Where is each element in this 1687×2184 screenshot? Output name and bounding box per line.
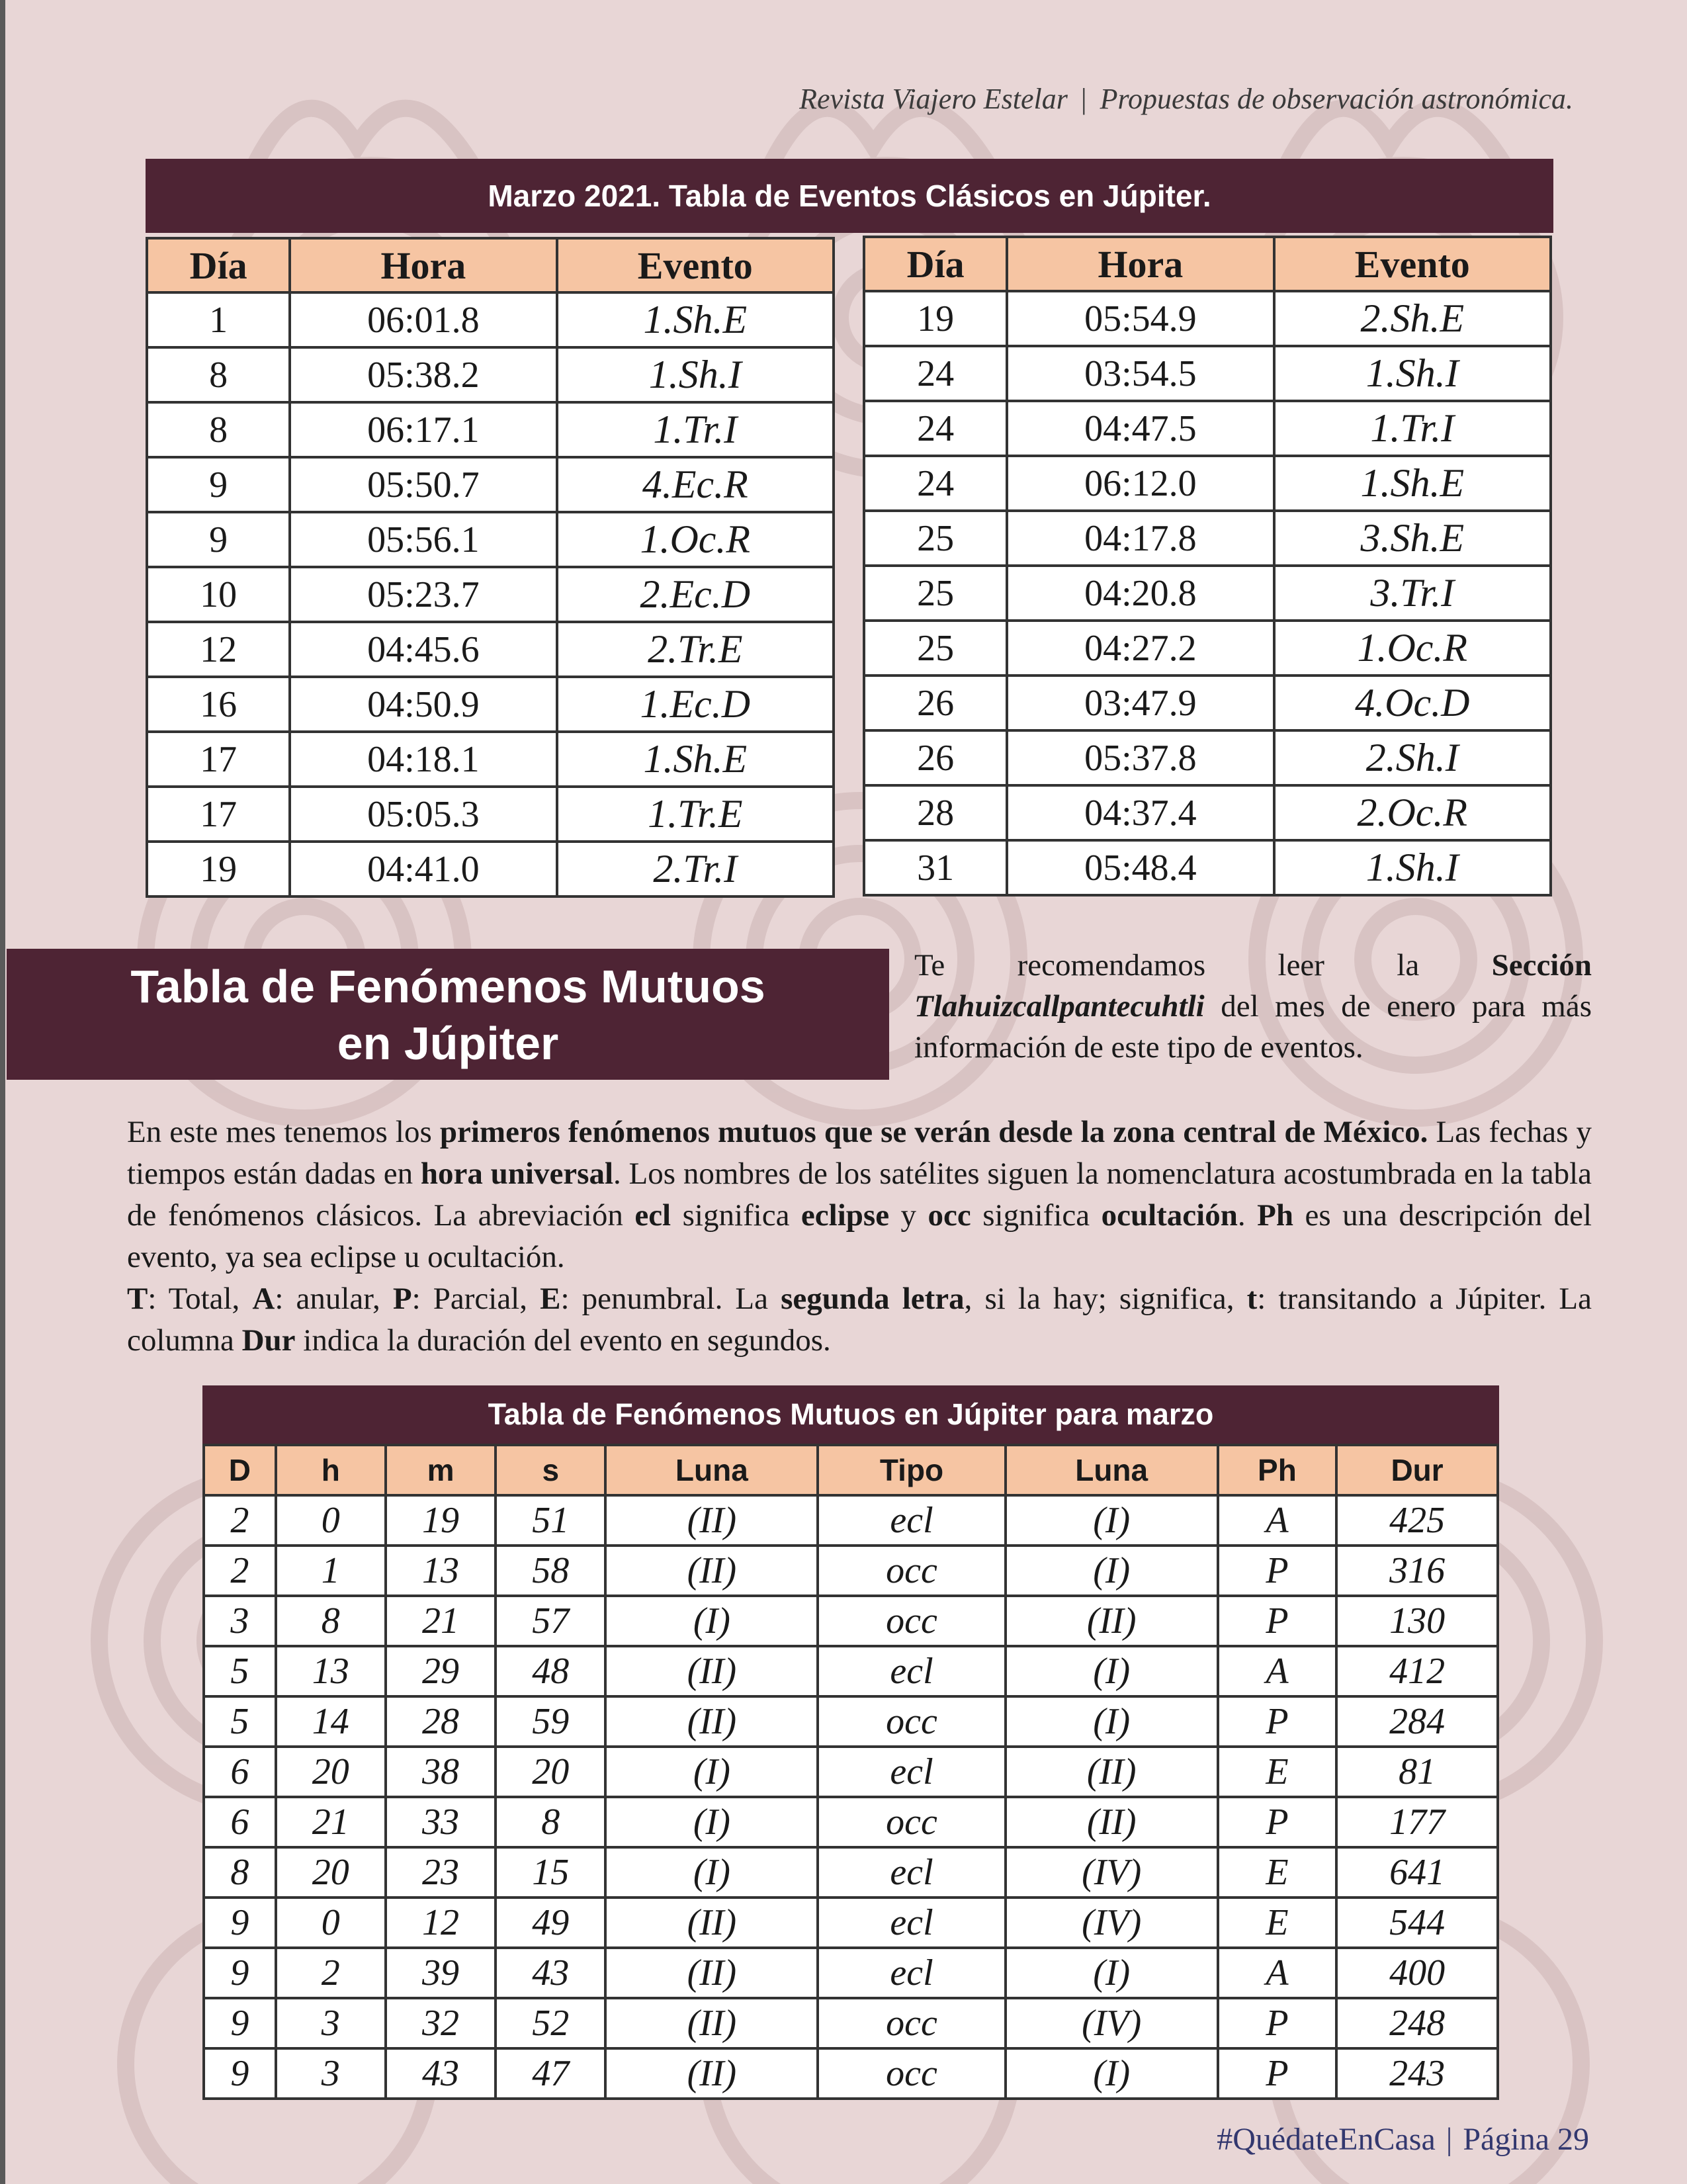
bold-run: hora universal	[420, 1157, 614, 1191]
table-row	[147, 567, 834, 622]
text-run: : anular,	[275, 1282, 393, 1316]
table-row	[147, 842, 834, 896]
table-row	[204, 2048, 1498, 2099]
table-cell: (II)	[605, 1546, 818, 1596]
table-cell: 243	[1336, 2048, 1498, 2099]
table-row	[864, 511, 1551, 566]
table-row	[204, 1948, 1498, 1998]
table-cell: 2	[204, 1546, 276, 1596]
table-cell: 284	[1336, 1696, 1498, 1747]
table-cell: E	[1218, 1847, 1336, 1898]
table-cell: 2.Tr.I	[557, 842, 834, 896]
table-cell: 8	[204, 1847, 276, 1898]
table-cell: (I)	[1006, 1948, 1218, 1998]
table-row	[864, 401, 1551, 456]
table-cell: 2.Oc.R	[1274, 785, 1551, 840]
table-cell: occ	[818, 1998, 1005, 2048]
table-row	[147, 732, 834, 787]
table-cell: 2.Sh.E	[1274, 291, 1551, 346]
column-header: s	[496, 1445, 605, 1495]
table-cell: 3.Tr.I	[1274, 566, 1551, 621]
table-cell: (II)	[605, 1998, 818, 2048]
table-cell: ecl	[818, 1948, 1005, 1998]
bold-run: occ	[928, 1198, 971, 1233]
table-cell: 04:45.6	[290, 622, 556, 677]
table-cell: 6	[204, 1747, 276, 1797]
table-row	[204, 1646, 1498, 1696]
table-cell: 04:27.2	[1007, 621, 1274, 676]
table-row	[147, 787, 834, 842]
table-cell: A	[1218, 1646, 1336, 1696]
table-row	[204, 1747, 1498, 1797]
table-cell: E	[1218, 1898, 1336, 1948]
bold-run: segunda letra	[781, 1282, 965, 1316]
table-cell: 16	[147, 677, 290, 732]
table-cell: (II)	[605, 1948, 818, 1998]
table-cell: (I)	[605, 1596, 818, 1646]
page-left-edge	[0, 0, 5, 2184]
table-cell: 21	[386, 1596, 496, 1646]
column-header: Ph	[1218, 1445, 1336, 1495]
table-cell: 8	[496, 1797, 605, 1847]
table-cell: 1.Tr.E	[557, 787, 834, 842]
table-cell: 3	[276, 2048, 386, 2099]
table-cell: 4.Oc.D	[1274, 676, 1551, 730]
table-cell: P	[1218, 1596, 1336, 1646]
table-cell: 4.Ec.R	[557, 457, 834, 512]
table-cell: 9	[147, 457, 290, 512]
table-cell: 03:54.5	[1007, 346, 1274, 401]
text-run: : Parcial,	[411, 1282, 541, 1316]
bold-run: primeros fenómenos mutuos que se verán desde la zona central de México.	[439, 1115, 1428, 1149]
classic-events-table-left	[146, 237, 835, 898]
table-row	[147, 512, 834, 567]
table-cell: 425	[1336, 1495, 1498, 1546]
table-cell: 1.Sh.I	[557, 347, 834, 402]
table-row	[204, 1696, 1498, 1747]
table-cell: 26	[864, 730, 1007, 785]
table-cell: 25	[864, 621, 1007, 676]
table-row	[204, 1596, 1498, 1646]
table-cell: (IV)	[1006, 1847, 1218, 1898]
table-cell: occ	[818, 1546, 1005, 1596]
table-row	[864, 456, 1551, 511]
table-cell: occ	[818, 1797, 1005, 1847]
intro-text	[127, 1112, 1592, 1362]
table-cell: 51	[496, 1495, 605, 1546]
mutual-table-title: Tabla de Fenómenos Mutuos en Júpiter para marzo	[202, 1385, 1499, 1444]
table-row	[864, 840, 1551, 895]
recommend-section-name: Tlahuizcallpantecuhtli	[914, 989, 1205, 1024]
text-run: , si la hay; significa,	[964, 1282, 1247, 1316]
table-cell: 29	[386, 1646, 496, 1696]
bold-run: t	[1246, 1282, 1258, 1316]
table-cell: 5	[204, 1696, 276, 1747]
table-cell: (I)	[605, 1797, 818, 1847]
table-row	[147, 402, 834, 457]
page-number: Página 29	[1463, 2122, 1589, 2157]
hashtag: #QuédateEnCasa	[1217, 2122, 1436, 2157]
table-cell: 1	[147, 292, 290, 347]
table-row	[147, 347, 834, 402]
table-cell: 25	[864, 511, 1007, 566]
table-cell: 8	[276, 1596, 386, 1646]
table-cell: P	[1218, 1797, 1336, 1847]
table-cell: 04:37.4	[1007, 785, 1274, 840]
table-row	[864, 291, 1551, 346]
table-cell: 177	[1336, 1797, 1498, 1847]
table-row	[864, 566, 1551, 621]
table-cell: 3	[276, 1998, 386, 2048]
table-cell: 248	[1336, 1998, 1498, 2048]
table-cell: P	[1218, 2048, 1336, 2099]
page-footer	[1217, 2121, 1589, 2158]
table-cell: 06:01.8	[290, 292, 556, 347]
table-cell: 13	[276, 1646, 386, 1696]
table-cell: 9	[204, 1998, 276, 2048]
table-cell: 1.Tr.I	[557, 402, 834, 457]
text-run: : Total,	[148, 1282, 253, 1316]
table-header-row	[204, 1445, 1498, 1495]
table-cell: 48	[496, 1646, 605, 1696]
table-cell: occ	[818, 2048, 1005, 2099]
table-cell: 20	[496, 1747, 605, 1797]
table-cell: 24	[864, 346, 1007, 401]
text-run: significa	[971, 1198, 1102, 1233]
table-cell: 2.Sh.I	[1274, 730, 1551, 785]
table-cell: 412	[1336, 1646, 1498, 1696]
column-header: D	[204, 1445, 276, 1495]
table-cell: 1.Sh.I	[1274, 346, 1551, 401]
table-cell: E	[1218, 1747, 1336, 1797]
table-cell: 19	[864, 291, 1007, 346]
table-cell: 81	[1336, 1747, 1498, 1797]
table-cell: 05:38.2	[290, 347, 556, 402]
table-cell: 14	[276, 1696, 386, 1747]
section-name: Propuestas de observación astronómica.	[1100, 83, 1573, 115]
table-cell: 0	[276, 1495, 386, 1546]
bold-run: eclipse	[800, 1198, 890, 1233]
heading-line-2: en Júpiter	[337, 1018, 559, 1069]
table-cell: (II)	[605, 1696, 818, 1747]
table-cell: 05:50.7	[290, 457, 556, 512]
table-cell: 9	[147, 512, 290, 567]
table-cell: 1	[276, 1546, 386, 1596]
text-run: y	[889, 1198, 928, 1233]
table-cell: (I)	[1006, 1546, 1218, 1596]
column-header: h	[276, 1445, 386, 1495]
table-row	[864, 621, 1551, 676]
intro-paragraph-2	[127, 1278, 1592, 1362]
table-cell: 04:20.8	[1007, 566, 1274, 621]
heading-line-1: Tabla de Fenómenos Mutuos	[130, 961, 765, 1012]
table-cell: 24	[864, 401, 1007, 456]
bold-run: P	[392, 1282, 412, 1316]
column-header-dia: Día	[864, 237, 1007, 291]
text-run: . Los nombres de los satélites siguen la nomenclatura acostumbrada en la tabla de fenómenos clásicos. La abreviación	[127, 1157, 1592, 1233]
table-cell: 28	[864, 785, 1007, 840]
table-cell: 19	[386, 1495, 496, 1546]
mutual-phenomena-table	[202, 1444, 1499, 2100]
table-cell: (I)	[605, 1847, 818, 1898]
table-cell: 05:37.8	[1007, 730, 1274, 785]
table-cell: 04:47.5	[1007, 401, 1274, 456]
table-row	[864, 346, 1551, 401]
table-cell: 04:41.0	[290, 842, 556, 896]
table-cell: occ	[818, 1596, 1005, 1646]
recommend-text-pre: Te recomendamos leer la	[914, 948, 1492, 983]
table-cell: 49	[496, 1898, 605, 1948]
table-cell: (II)	[605, 1898, 818, 1948]
table-row	[204, 1495, 1498, 1546]
table-cell: 2.Ec.D	[557, 567, 834, 622]
text-run: : transitando a Júpiter. La columna	[127, 1282, 1592, 1358]
table-row	[864, 730, 1551, 785]
column-header: Luna	[1006, 1445, 1218, 1495]
mutual-rows	[204, 1495, 1498, 2099]
table-cell: 04:17.8	[1007, 511, 1274, 566]
table-cell: 5	[204, 1646, 276, 1696]
column-header-hora: Hora	[1007, 237, 1274, 291]
running-header	[799, 82, 1573, 116]
table-cell: 43	[496, 1948, 605, 1998]
table-cell: 20	[276, 1847, 386, 1898]
column-header-hora: Hora	[290, 238, 556, 292]
table-cell: 15	[496, 1847, 605, 1898]
table-cell: 57	[496, 1596, 605, 1646]
table-cell: 19	[147, 842, 290, 896]
text-run: .	[1237, 1198, 1258, 1233]
table-cell: ecl	[818, 1747, 1005, 1797]
table-row	[864, 676, 1551, 730]
table-cell: A	[1218, 1495, 1336, 1546]
intro-paragraph-1	[127, 1112, 1592, 1278]
table-cell: ecl	[818, 1495, 1005, 1546]
table-cell: 47	[496, 2048, 605, 2099]
table-cell: (I)	[605, 1747, 818, 1797]
table-cell: (I)	[1006, 1696, 1218, 1747]
table-cell: 1.Sh.E	[1274, 456, 1551, 511]
table-cell: 05:48.4	[1007, 840, 1274, 895]
text-run: indica la duración del evento en segundos.	[295, 1323, 831, 1358]
table-cell: 8	[147, 402, 290, 457]
table-cell: 20	[276, 1747, 386, 1797]
table-cell: 1.Tr.I	[1274, 401, 1551, 456]
column-header: Dur	[1336, 1445, 1498, 1495]
table-cell: 641	[1336, 1847, 1498, 1898]
bold-run: Ph	[1257, 1198, 1293, 1233]
bold-run: T	[127, 1282, 148, 1316]
mutual-phenomena-heading	[7, 949, 889, 1080]
table-cell: 316	[1336, 1546, 1498, 1596]
column-header-evento: Evento	[1274, 237, 1551, 291]
table-cell: 130	[1336, 1596, 1498, 1646]
table-cell: 26	[864, 676, 1007, 730]
text-run: Las fechas y tiempos están dadas en	[127, 1115, 1592, 1191]
table-cell: 21	[276, 1797, 386, 1847]
table-cell: 3.Sh.E	[1274, 511, 1551, 566]
column-header-evento: Evento	[557, 238, 834, 292]
table-cell: 2.Tr.E	[557, 622, 834, 677]
footer-separator: |	[1446, 2122, 1453, 2157]
table-cell: 9	[204, 2048, 276, 2099]
table-row	[147, 677, 834, 732]
table-cell: 58	[496, 1546, 605, 1596]
table-row	[204, 1998, 1498, 2048]
classic-left-rows	[147, 292, 834, 896]
table-cell: (I)	[1006, 2048, 1218, 2099]
table-cell: 400	[1336, 1948, 1498, 1998]
table-cell: (II)	[1006, 1797, 1218, 1847]
table-cell: 05:05.3	[290, 787, 556, 842]
table-cell: 13	[386, 1546, 496, 1596]
column-header: Tipo	[818, 1445, 1005, 1495]
table-cell: (IV)	[1006, 1898, 1218, 1948]
table-row	[204, 1847, 1498, 1898]
table-cell: 1.Ec.D	[557, 677, 834, 732]
table-header-row	[147, 238, 834, 292]
table-cell: 8	[147, 347, 290, 402]
table-cell: 3	[204, 1596, 276, 1646]
text-run: En este mes tenemos los	[127, 1115, 440, 1149]
table-cell: 1.Sh.E	[557, 292, 834, 347]
table-cell: (II)	[1006, 1747, 1218, 1797]
table-row	[147, 457, 834, 512]
table-cell: 25	[864, 566, 1007, 621]
bold-run: E	[540, 1282, 561, 1316]
bold-run: A	[252, 1282, 275, 1316]
table-cell: 06:17.1	[290, 402, 556, 457]
recommendation-note	[914, 945, 1592, 1068]
table-cell: 544	[1336, 1898, 1498, 1948]
table-cell: 28	[386, 1696, 496, 1747]
table-cell: (II)	[605, 2048, 818, 2099]
table-cell: 52	[496, 1998, 605, 2048]
table-cell: (I)	[1006, 1646, 1218, 1696]
table-cell: 24	[864, 456, 1007, 511]
bold-run: Dur	[241, 1323, 296, 1358]
table-cell: 2	[204, 1495, 276, 1546]
table-cell: (II)	[1006, 1596, 1218, 1646]
table-cell: 39	[386, 1948, 496, 1998]
table-cell: 43	[386, 2048, 496, 2099]
table-cell: 31	[864, 840, 1007, 895]
table-cell: 12	[147, 622, 290, 677]
classic-right-rows	[864, 291, 1551, 895]
table-cell: 6	[204, 1797, 276, 1847]
table-cell: ecl	[818, 1898, 1005, 1948]
magazine-name: Revista Viajero Estelar	[799, 83, 1068, 115]
table-cell: 23	[386, 1847, 496, 1898]
table-cell: A	[1218, 1948, 1336, 1998]
text-run: : penumbral. La	[560, 1282, 781, 1316]
table-cell: 1.Sh.I	[1274, 840, 1551, 895]
classic-events-title: Marzo 2021. Tabla de Eventos Clásicos en Júpiter.	[146, 159, 1553, 233]
table-cell: (II)	[605, 1646, 818, 1696]
table-cell: ecl	[818, 1646, 1005, 1696]
table-cell: 04:18.1	[290, 732, 556, 787]
table-cell: 59	[496, 1696, 605, 1747]
table-cell: 32	[386, 1998, 496, 2048]
table-cell: (I)	[1006, 1495, 1218, 1546]
table-cell: 04:50.9	[290, 677, 556, 732]
table-cell: P	[1218, 1546, 1336, 1596]
table-cell: 2	[276, 1948, 386, 1998]
bold-run: ecl	[634, 1198, 671, 1233]
table-cell: occ	[818, 1696, 1005, 1747]
column-header: Luna	[605, 1445, 818, 1495]
table-row	[204, 1898, 1498, 1948]
bold-run: ocultación	[1101, 1198, 1238, 1233]
table-cell: 17	[147, 787, 290, 842]
text-run: significa	[671, 1198, 801, 1233]
table-cell: (IV)	[1006, 1998, 1218, 2048]
table-cell: 9	[204, 1898, 276, 1948]
column-header: m	[386, 1445, 496, 1495]
table-cell: 9	[204, 1948, 276, 1998]
table-row	[204, 1546, 1498, 1596]
table-cell: 0	[276, 1898, 386, 1948]
header-separator: |	[1080, 83, 1087, 115]
classic-events-table-right	[863, 236, 1552, 896]
table-cell: 05:54.9	[1007, 291, 1274, 346]
recommend-section-label: Sección	[1491, 948, 1592, 983]
table-cell: 1.Oc.R	[1274, 621, 1551, 676]
table-cell: 10	[147, 567, 290, 622]
table-cell: P	[1218, 1696, 1336, 1747]
table-cell: (II)	[605, 1495, 818, 1546]
table-header-row	[864, 237, 1551, 291]
table-cell: 17	[147, 732, 290, 787]
table-cell: 05:56.1	[290, 512, 556, 567]
table-cell: 33	[386, 1797, 496, 1847]
table-row	[204, 1797, 1498, 1847]
table-row	[864, 785, 1551, 840]
table-cell: 06:12.0	[1007, 456, 1274, 511]
table-row	[147, 292, 834, 347]
table-cell: P	[1218, 1998, 1336, 2048]
table-cell: 1.Sh.E	[557, 732, 834, 787]
recommend-text-post: del mes de enero para más información de este tipo de eventos.	[914, 989, 1592, 1065]
table-row	[147, 622, 834, 677]
column-header-dia: Día	[147, 238, 290, 292]
table-cell: 38	[386, 1747, 496, 1797]
table-cell: ecl	[818, 1847, 1005, 1898]
table-cell: 03:47.9	[1007, 676, 1274, 730]
text-run: es una descripción del evento, ya sea eclipse u ocultación.	[127, 1198, 1592, 1274]
table-cell: 12	[386, 1898, 496, 1948]
table-cell: 05:23.7	[290, 567, 556, 622]
table-cell: 1.Oc.R	[557, 512, 834, 567]
